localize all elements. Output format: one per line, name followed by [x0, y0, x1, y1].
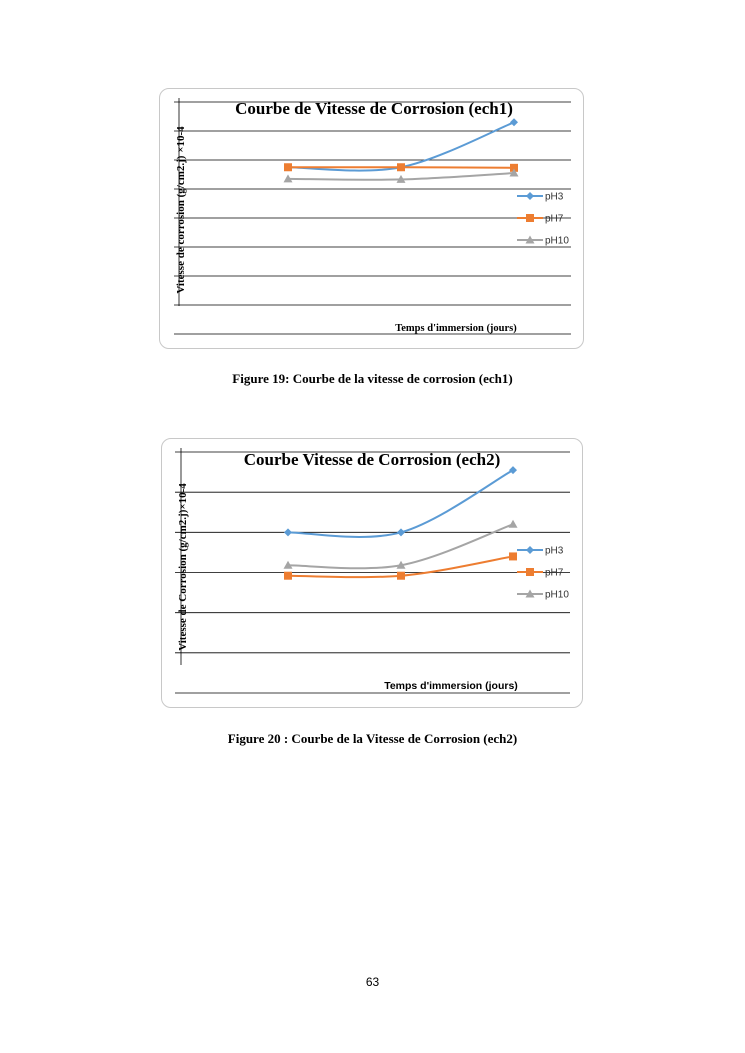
figure-20-caption: Figure 20 : Courbe de la Vitesse de Corrosion (ech2) [227, 731, 518, 746]
legend-label-ph7: pH7 [545, 567, 564, 579]
chart-ech1 [159, 88, 584, 349]
chart-title: Courbe Vitesse de Corrosion (ech2) [243, 450, 501, 469]
data-point-ph7-3 [509, 552, 517, 560]
legend-label-ph3: pH3 [545, 545, 564, 557]
legend-label-ph10: pH10 [545, 589, 569, 601]
data-point-ph7-1 [284, 572, 292, 580]
chart-title: Courbe de Vitesse de Corrosion (ech1) [235, 99, 513, 118]
y-axis-label: Vitesse de corrosion (g/cm2.j) ×10-4 [175, 126, 187, 294]
data-point-ph10-3 [509, 520, 518, 528]
legend-marker-ph3 [526, 546, 534, 554]
data-point-ph3-1 [284, 528, 292, 536]
chart-ech2 [161, 438, 583, 708]
figure-19-caption: Figure 19: Courbe de la vitesse de corrosion (ech1) [232, 371, 513, 386]
data-point-ph3-3 [510, 118, 518, 126]
legend-marker-ph3 [526, 192, 534, 200]
page-number: 63 [365, 975, 380, 989]
legend-label-ph10: pH10 [545, 235, 569, 247]
legend-label-ph3: pH3 [545, 191, 564, 203]
legend-label-ph7: pH7 [545, 213, 564, 225]
data-point-ph7-2 [397, 572, 405, 580]
x-axis-label: Temps d'immersion (jours) [384, 680, 518, 692]
data-point-ph7-1 [284, 163, 292, 171]
x-axis-label: Temps d'immersion (jours) [395, 323, 517, 334]
chart-ech1-svg [160, 89, 585, 350]
legend-marker-ph7 [526, 568, 534, 576]
y-axis-label: Vitesse de Corrosion (g/cm2.j)×10-4 [177, 483, 189, 651]
data-point-ph3-2 [397, 528, 405, 536]
legend-marker-ph7 [526, 214, 534, 222]
chart-ech2-svg [162, 439, 584, 709]
data-point-ph7-2 [397, 163, 405, 171]
series-line-ph3 [288, 470, 513, 537]
